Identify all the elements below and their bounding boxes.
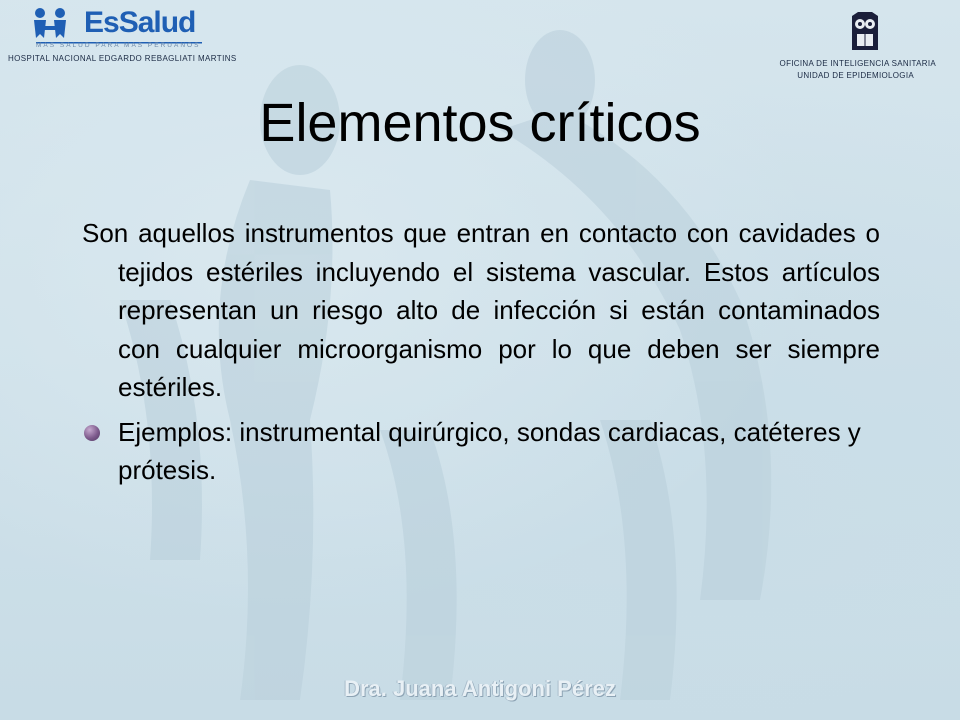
brand-name: EsSalud bbox=[84, 6, 196, 39]
hospital-name: HOSPITAL NACIONAL EDGARDO REBAGLIATI MARTINS bbox=[8, 54, 237, 63]
slide-title: Elementos críticos bbox=[259, 93, 701, 153]
office-line-2: UNIDAD DE EPIDEMIOLOGIA bbox=[797, 71, 914, 80]
slide-body bbox=[82, 214, 880, 490]
examples-text: Ejemplos: instrumental quirúrgico, sondas cardiacas, catéteres y prótesis. bbox=[118, 416, 861, 485]
bullet-dot-icon bbox=[84, 425, 100, 441]
office-line-1: OFICINA DE INTELIGENCIA SANITARIA bbox=[779, 59, 936, 68]
examples-bullet bbox=[82, 413, 880, 490]
owl-logo bbox=[846, 10, 884, 54]
definition-paragraph: Son aquellos instrumentos que entran en contacto con cavidades o tejidos estériles incluyendo el sistema vascular. Estos artículos representan un riesgo alto de infección si están contaminados con cualquier microorganismo por lo que deben ser siempre estériles. bbox=[82, 218, 880, 402]
footer-author: Dra. Juana Antigoni Pérez bbox=[344, 676, 616, 701]
office-block bbox=[636, 58, 936, 82]
brand-tagline: MAS SALUD PARA MAS PERUANOS bbox=[36, 42, 201, 49]
